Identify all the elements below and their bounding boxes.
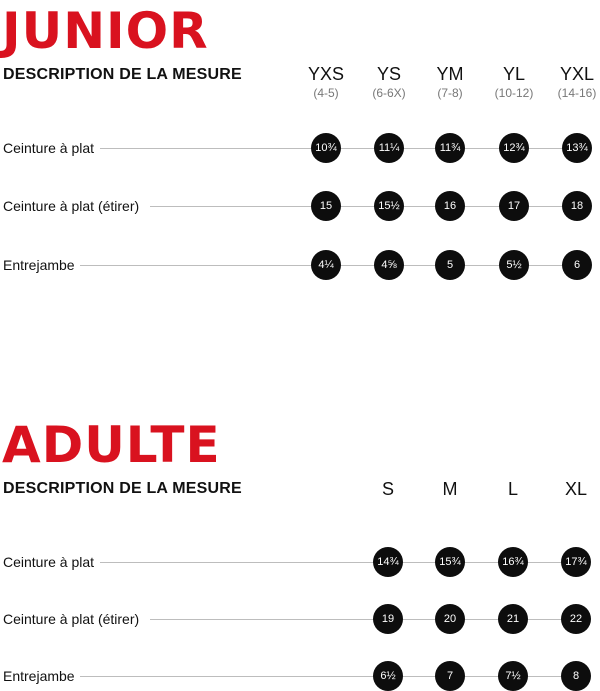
value-dot: 19 [373, 604, 403, 634]
junior-size-col-ys [354, 64, 424, 100]
junior-row-ceinture [0, 133, 600, 163]
adult-row-entrejambe [0, 661, 600, 691]
value-dot: 22 [561, 604, 591, 634]
size-range: (7-8) [437, 86, 463, 100]
junior-size-col-yxs [291, 64, 361, 100]
adult-title: ADULTE [2, 416, 221, 474]
adult-description-header: DESCRIPTION DE LA MESURE [3, 480, 242, 497]
size-code: S [381, 479, 394, 499]
value-dot: 10¾ [311, 133, 341, 163]
size-range: (10-12) [494, 86, 534, 100]
junior-description-header: DESCRIPTION DE LA MESURE [3, 66, 242, 83]
size-code: M [442, 479, 458, 499]
value-dot: 11¾ [435, 133, 465, 163]
row-label: Entrejambe [3, 666, 79, 686]
size-range: (4-5) [313, 86, 339, 100]
value-dot: 7 [435, 661, 465, 691]
value-dot: 17¾ [561, 547, 591, 577]
value-dot: 20 [435, 604, 465, 634]
junior-title: JUNIOR [2, 2, 209, 60]
junior-row-entrejambe [0, 250, 600, 280]
size-code: L [507, 479, 518, 499]
junior-size-col-yl [479, 64, 549, 100]
row-label: Ceinture à plat [3, 552, 98, 572]
size-code: YL [502, 64, 526, 84]
value-dot: 12¾ [499, 133, 529, 163]
row-label: Entrejambe [3, 255, 79, 275]
adult-size-col-l [478, 479, 548, 499]
size-code: YXL [559, 64, 595, 84]
adult-size-col-m [415, 479, 485, 499]
adult-row-ceinture-etirer [0, 604, 600, 634]
size-code: XL [564, 479, 588, 499]
value-dot: 15¾ [435, 547, 465, 577]
value-dot: 5½ [499, 250, 529, 280]
value-dot: 15½ [374, 191, 404, 221]
value-dot: 13¾ [562, 133, 592, 163]
adult-size-col-s [353, 479, 423, 499]
value-dot: 8 [561, 661, 591, 691]
value-dot: 21 [498, 604, 528, 634]
size-range: (6-6X) [372, 86, 406, 100]
adult-size-col-xl [541, 479, 600, 499]
junior-size-col-ym [415, 64, 485, 100]
row-label: Ceinture à plat (étirer) [3, 196, 143, 216]
junior-row-ceinture-etirer [0, 191, 600, 221]
value-dot: 7½ [498, 661, 528, 691]
value-dot: 6½ [373, 661, 403, 691]
row-label: Ceinture à plat (étirer) [3, 609, 143, 629]
value-dot: 18 [562, 191, 592, 221]
value-dot: 17 [499, 191, 529, 221]
value-dot: 11¼ [374, 133, 404, 163]
value-dot: 4⅝ [374, 250, 404, 280]
value-dot: 15 [311, 191, 341, 221]
size-code: YS [376, 64, 401, 84]
value-dot: 16 [435, 191, 465, 221]
value-dot: 4¼ [311, 250, 341, 280]
size-range: (14-16) [557, 86, 597, 100]
size-code: YXS [307, 64, 345, 84]
value-dot: 5 [435, 250, 465, 280]
value-dot: 6 [562, 250, 592, 280]
row-label: Ceinture à plat [3, 138, 98, 158]
value-dot: 16¾ [498, 547, 528, 577]
size-code: YM [436, 64, 464, 84]
junior-size-col-yxl [542, 64, 600, 100]
adult-row-ceinture [0, 547, 600, 577]
value-dot: 14¾ [373, 547, 403, 577]
